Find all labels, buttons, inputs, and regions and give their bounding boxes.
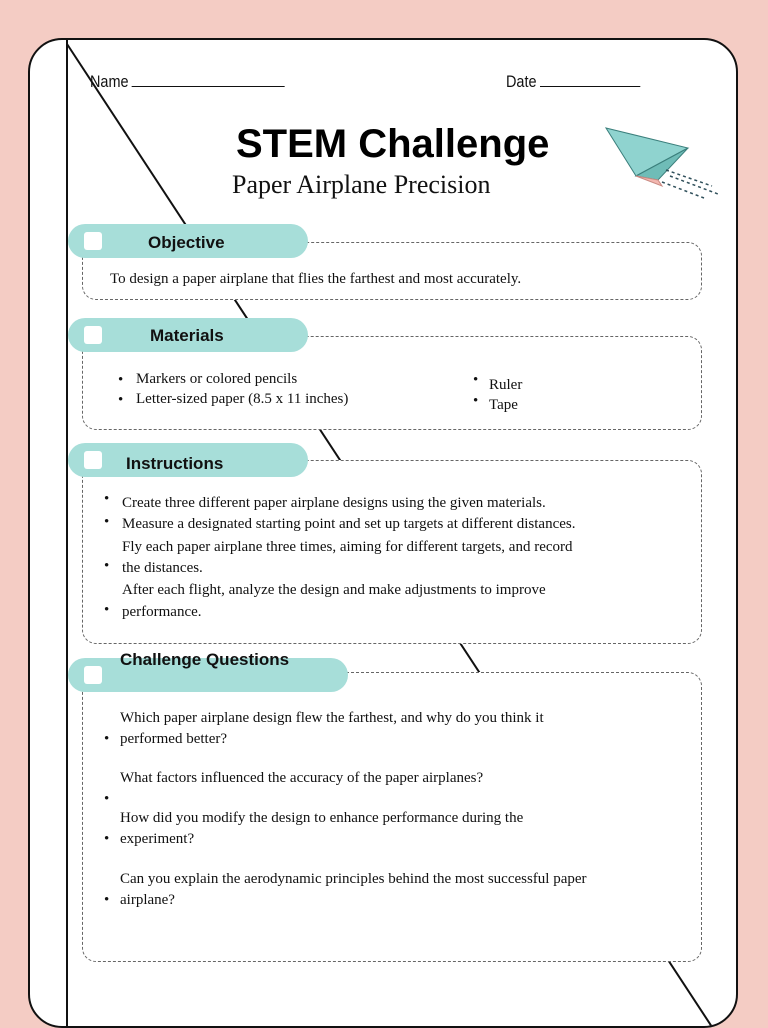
materials-heading: Materials [150,326,224,345]
bullet-icon: • [104,831,110,847]
challenge-heading: Challenge Questions [120,650,290,669]
instruction-line: Create three different paper airplane designs using the given materials. [122,495,546,511]
bullet-icon: • [104,731,110,747]
materials-item: Letter-sized paper (8.5 x 11 inches) [136,391,349,407]
question-line: performed better? [120,731,228,747]
objective-text: To design a paper airplane that flies the farthest and most accurately. [110,271,522,287]
page-subtitle: Paper Airplane Precision [232,170,491,199]
checkbox-square [84,232,102,250]
date-field[interactable] [506,72,640,92]
date-blank[interactable] [540,72,640,87]
instruction-line: Fly each paper airplane three times, aiming for different targets, and record [122,539,573,555]
question-line: experiment? [120,831,195,847]
instructions-heading: Instructions [126,454,224,473]
name-blank[interactable] [132,72,285,87]
paper-airplane-icon [600,124,724,200]
materials-item: Tape [489,397,518,413]
objective-heading: Objective [148,233,225,252]
question-line: Can you explain the aerodynamic principles behind the most successful paper [120,871,587,887]
question-line: What factors influenced the accuracy of the paper airplanes? [120,770,484,786]
name-field[interactable] [90,72,285,92]
materials-item: Ruler [489,377,523,393]
worksheet-page [28,38,738,1028]
checkbox-square [84,451,102,469]
instruction-line: the distances. [122,560,203,576]
bullet-icon: • [104,602,110,618]
question-line: Which paper airplane design flew the farthest, and why do you think it [120,710,544,726]
bullet-icon: • [104,491,110,507]
checkbox-square [84,326,102,344]
instruction-line: Measure a designated starting point and set up targets at different distances. [122,516,576,532]
date-label: Date [506,72,537,91]
bullet-icon: • [118,372,124,388]
page-title: STEM Challenge [236,122,550,166]
instruction-line: After each flight, analyze the design and make adjustments to improve [122,582,546,598]
bullet-icon: • [104,791,110,807]
checkbox-square [84,666,102,684]
question-line: airplane? [120,892,175,908]
bullet-icon: • [104,558,110,574]
bullet-icon: • [118,392,124,408]
name-label: Name [90,72,129,91]
bullet-icon: • [104,892,110,908]
materials-item: Markers or colored pencils [136,371,298,387]
bullet-icon: • [473,393,479,409]
bullet-icon: • [104,514,110,530]
question-line: How did you modify the design to enhance performance during the [120,810,524,826]
bullet-icon: • [473,372,479,388]
instruction-line: performance. [122,604,202,620]
